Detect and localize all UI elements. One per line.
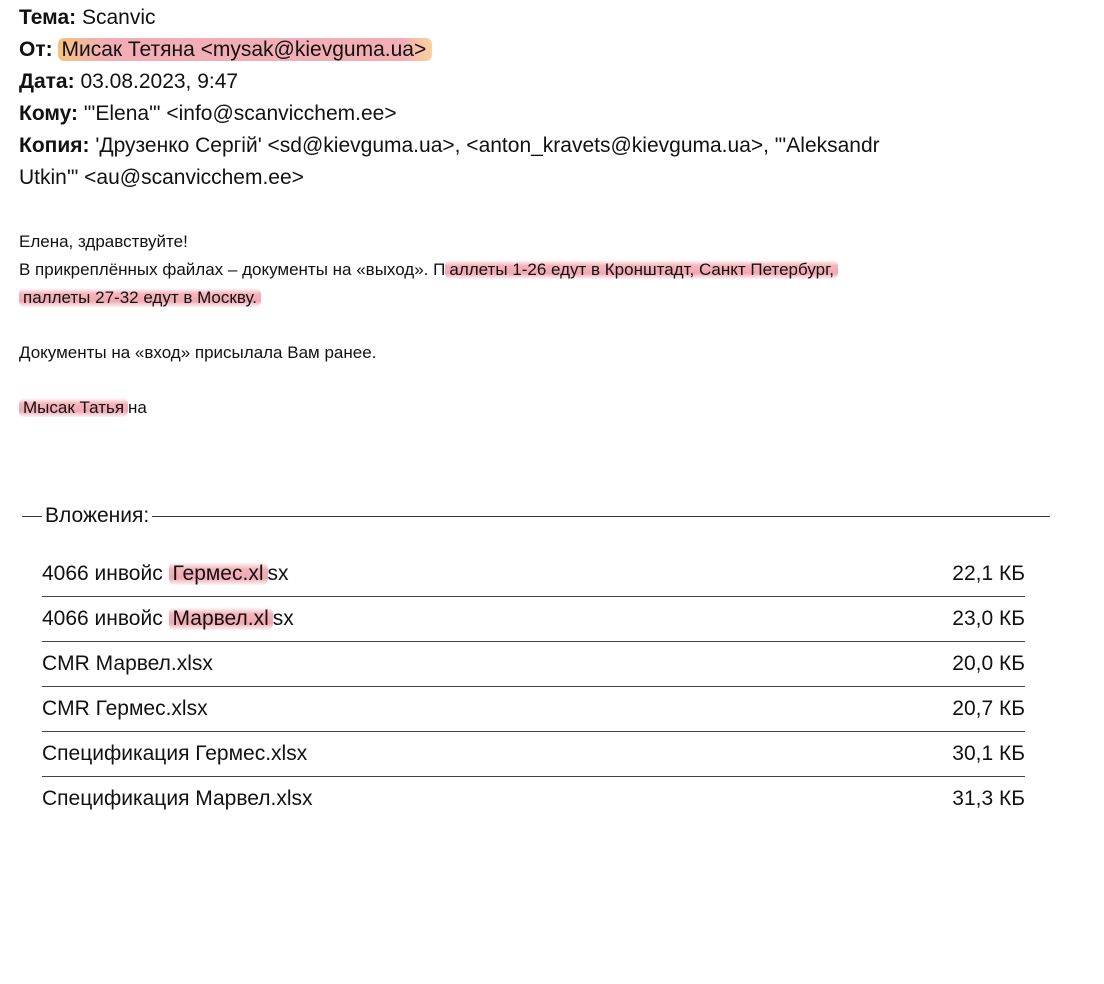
date-label: Дата: bbox=[19, 70, 75, 93]
attachment-size: 20,7 КБ bbox=[952, 697, 1025, 720]
to-label: Кому: bbox=[19, 102, 79, 125]
attachment-item[interactable] bbox=[42, 732, 1025, 777]
signature-tail: на bbox=[128, 398, 147, 417]
attachment-name bbox=[42, 562, 289, 586]
subject-row bbox=[19, 2, 880, 34]
attachment-item[interactable] bbox=[42, 642, 1025, 687]
attachment-name-part: sx bbox=[272, 607, 294, 630]
from-value[interactable]: Мисак Тетяна <mysak@kievguma.ua> bbox=[58, 38, 432, 61]
legend-divider-left bbox=[22, 516, 42, 517]
signature bbox=[19, 394, 838, 422]
cc-label: Копия: bbox=[19, 134, 90, 157]
date-row bbox=[19, 66, 880, 98]
attachment-name-part: sx bbox=[267, 562, 289, 585]
attachments-legend bbox=[22, 500, 1050, 532]
body-line-3: Документы на «вход» присылала Вам ранее. bbox=[19, 343, 377, 362]
attachment-size: 20,0 КБ bbox=[952, 652, 1025, 675]
attachment-name-part: 4066 инвойс bbox=[42, 562, 169, 585]
attachment-item[interactable] bbox=[42, 597, 1025, 642]
attachment-name-part: 4066 инвойс bbox=[42, 607, 169, 630]
attachment-name bbox=[42, 607, 294, 631]
attachment-item[interactable] bbox=[42, 777, 1025, 821]
email-header bbox=[19, 2, 880, 194]
body-line-1 bbox=[19, 256, 838, 284]
body-line-2-highlight: паллеты 27-32 едут в Москву. bbox=[19, 288, 261, 307]
cc-row-continued bbox=[19, 162, 880, 194]
subject-value: Scanvic bbox=[81, 6, 156, 29]
attachments-label: Вложения: bbox=[45, 504, 150, 527]
cc-value-line2[interactable]: Utkin'" <au@scanvicchem.ee> bbox=[19, 166, 304, 189]
email-body bbox=[19, 228, 838, 422]
attachment-size: 22,1 КБ bbox=[952, 562, 1025, 585]
attachment-name-highlight: Марвел.xl bbox=[169, 607, 273, 630]
attachment-name-highlight: Гермес.xl bbox=[169, 562, 268, 585]
attachment-item[interactable] bbox=[42, 687, 1025, 732]
attachment-name: Спецификация Гермес.xlsx bbox=[42, 742, 308, 765]
legend-divider-right bbox=[152, 516, 1050, 517]
body-line-1-text: В прикреплённых файлах – документы на «выход». П bbox=[19, 260, 446, 279]
signature-highlight: Мысак Татья bbox=[19, 398, 128, 417]
attachment-name: CMR Марвел.xlsx bbox=[42, 652, 213, 675]
body-line-2 bbox=[19, 284, 838, 312]
from-row bbox=[19, 34, 880, 66]
attachment-size: 31,3 КБ bbox=[952, 787, 1025, 810]
to-row bbox=[19, 98, 880, 130]
attachment-name: Спецификация Марвел.xlsx bbox=[42, 787, 313, 810]
attachment-size: 23,0 КБ bbox=[952, 607, 1025, 630]
attachment-item[interactable] bbox=[42, 552, 1025, 597]
subject-label: Тема: bbox=[19, 6, 77, 29]
attachment-name: CMR Гермес.xlsx bbox=[42, 697, 208, 720]
cc-row bbox=[19, 130, 880, 162]
date-value: 03.08.2023, 9:47 bbox=[80, 70, 239, 93]
attachments-list bbox=[42, 552, 1025, 821]
from-label: От: bbox=[19, 38, 53, 61]
cc-value-line1[interactable]: 'Друзенко Сергій' <sd@kievguma.ua>, <anton_kravets@kievguma.ua>, "'Aleksandr bbox=[95, 134, 880, 157]
attachment-size: 30,1 КБ bbox=[952, 742, 1025, 765]
attachments-section bbox=[22, 500, 1050, 821]
body-line-1-highlight: аллеты 1-26 едут в Кронштадт, Санкт Петербург, bbox=[445, 260, 838, 279]
to-value[interactable]: "'Elena'" <info@scanvicchem.ee> bbox=[83, 102, 397, 125]
greeting: Елена, здравствуйте! bbox=[19, 232, 188, 251]
